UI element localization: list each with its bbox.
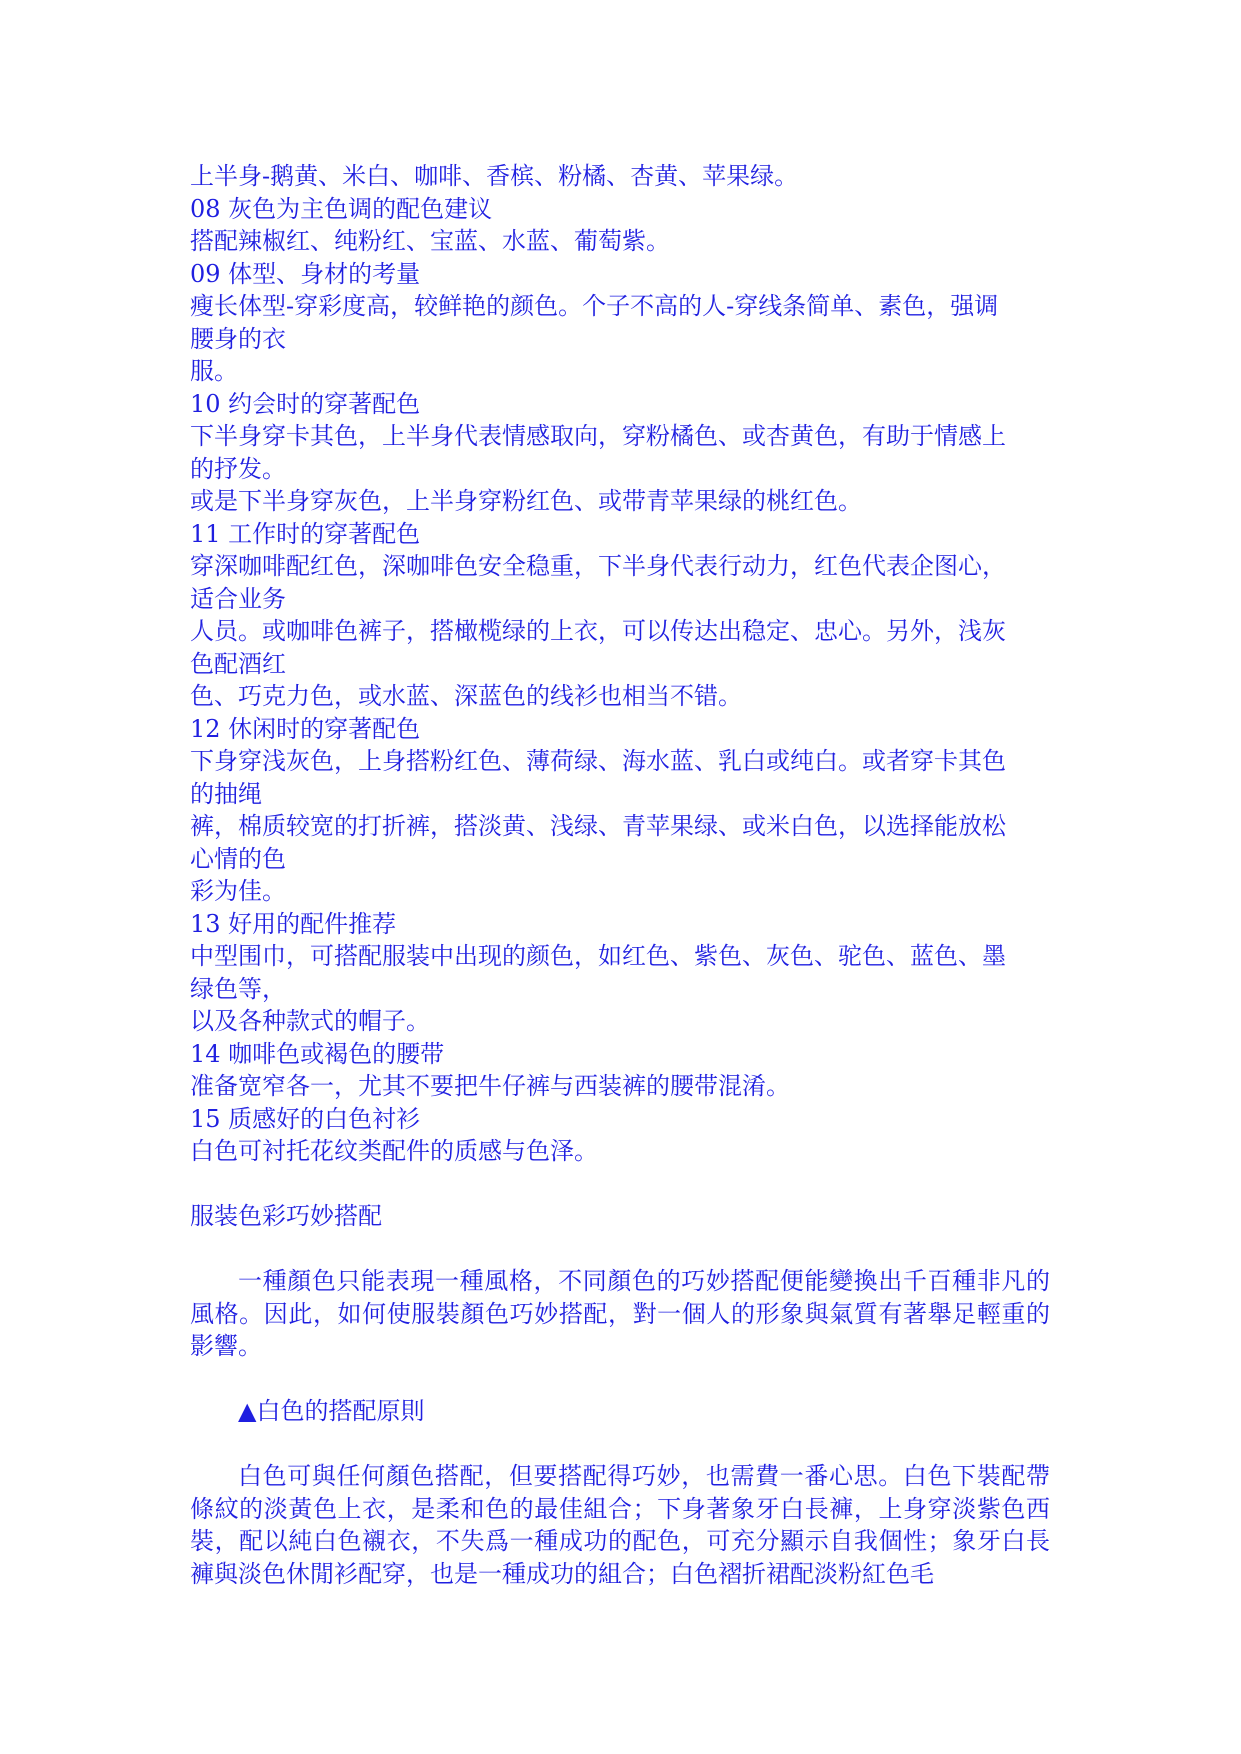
section-heading-09: 09 体型、身材的考量 — [190, 259, 421, 288]
text-line: 准备宽窄各一，尤其不要把牛仔裤与西装裤的腰带混淆。 — [190, 1072, 790, 1100]
text-line: 适合业务 — [190, 584, 286, 613]
text-line: 腰身的衣 — [190, 324, 286, 353]
text-line: 瘦长体型-穿彩度高，较鲜艳的颜色。个子不高的人-穿线条简单、素色，强调 — [190, 292, 999, 320]
spacer — [190, 1168, 1050, 1201]
text-line: 彩为佳。 — [190, 877, 286, 905]
text-line: 下身穿浅灰色，上身搭粉红色、薄荷绿、海水蓝、乳白或纯白。或者穿卡其色 — [190, 747, 1006, 775]
subheading — [190, 1395, 1050, 1428]
text-line: 绿色等， — [190, 974, 286, 1003]
document-body — [190, 160, 1050, 1590]
text-line: 以及各种款式的帽子。 — [190, 1007, 430, 1035]
text-line: 下半身穿卡其色，上半身代表情感取向，穿粉橘色、或杏黄色，有助于情感上 — [190, 422, 1006, 450]
intro-paragraph: 一種顏色只能表現一種風格，不同顏色的巧妙搭配便能變換出千百種非凡的風格。因此，如何使服裝顏色巧妙搭配，對一個人的形象與氣質有著舉足輕重的影響。 — [190, 1267, 1050, 1360]
text-line: 的抒发。 — [190, 454, 286, 483]
spacer — [190, 1428, 1050, 1461]
section-heading-13: 13 好用的配件推荐 — [190, 909, 397, 938]
text-line: 色配酒红 — [190, 649, 286, 678]
text-line: 白色可衬托花纹类配件的质感与色泽。 — [190, 1137, 598, 1165]
text-line: 色、巧克力色，或水蓝、深蓝色的线衫也相当不错。 — [190, 682, 742, 710]
section-heading-12: 12 休闲时的穿著配色 — [190, 714, 421, 743]
subheading-text: 白色的搭配原則 — [256, 1397, 425, 1425]
spacer — [190, 1233, 1050, 1266]
section-heading-10: 10 约会时的穿著配色 — [190, 389, 421, 418]
section-heading-14: 14 咖啡色或褐色的腰带 — [190, 1039, 445, 1068]
text-line: 穿深咖啡配红色，深咖啡色安全稳重，下半身代表行动力，红色代表企图心， — [190, 552, 1006, 580]
text-line: 裤，棉质较宽的打折裤，搭淡黄、浅绿、青苹果绿、或米白色，以选择能放松 — [190, 812, 1006, 840]
section-heading-11: 11 工作时的穿著配色 — [190, 519, 421, 548]
text-line: 或是下半身穿灰色，上半身穿粉红色、或带青苹果绿的桃红色。 — [190, 487, 862, 515]
section-heading-08: 08 灰色为主色调的配色建议 — [190, 194, 493, 223]
triangle-marker-icon: ▲ — [238, 1397, 257, 1425]
text-line: 人员。或咖啡色裤子，搭橄榄绿的上衣，可以传达出稳定、忠心。另外，浅灰 — [190, 617, 1006, 645]
text-line: 服。 — [190, 357, 238, 385]
white-paragraph: 白色可與任何顏色搭配，但要搭配得巧妙，也需費一番心思。白色下裝配帶條紋的淡黃色上衣，是柔和色的最佳組合；下身著象牙白長褲，上身穿淡紫色西裝，配以純白色襯衣，不失爲一種成功的配色，可充分顯示自我個性；象牙白長褲與淡色休閒衫配穿，也是一種成功的組合；白色褶折裙配淡粉紅色毛 — [190, 1462, 1050, 1588]
text-line: 心情的色 — [190, 844, 286, 873]
text-line: 搭配辣椒红、纯粉红、宝蓝、水蓝、葡萄紫。 — [190, 227, 670, 255]
spacer — [190, 1363, 1050, 1396]
text-line: 中型围巾，可搭配服装中出现的颜色，如红色、紫色、灰色、驼色、蓝色、墨 — [190, 942, 1006, 970]
section-title: 服装色彩巧妙搭配 — [190, 1202, 382, 1230]
section-heading-15: 15 质感好的白色衬衫 — [190, 1104, 421, 1133]
text-line: 上半身-鹅黄、米白、咖啡、香槟、粉橘、杏黄、苹果绿。 — [190, 162, 799, 190]
text-line: 的抽绳 — [190, 779, 262, 808]
